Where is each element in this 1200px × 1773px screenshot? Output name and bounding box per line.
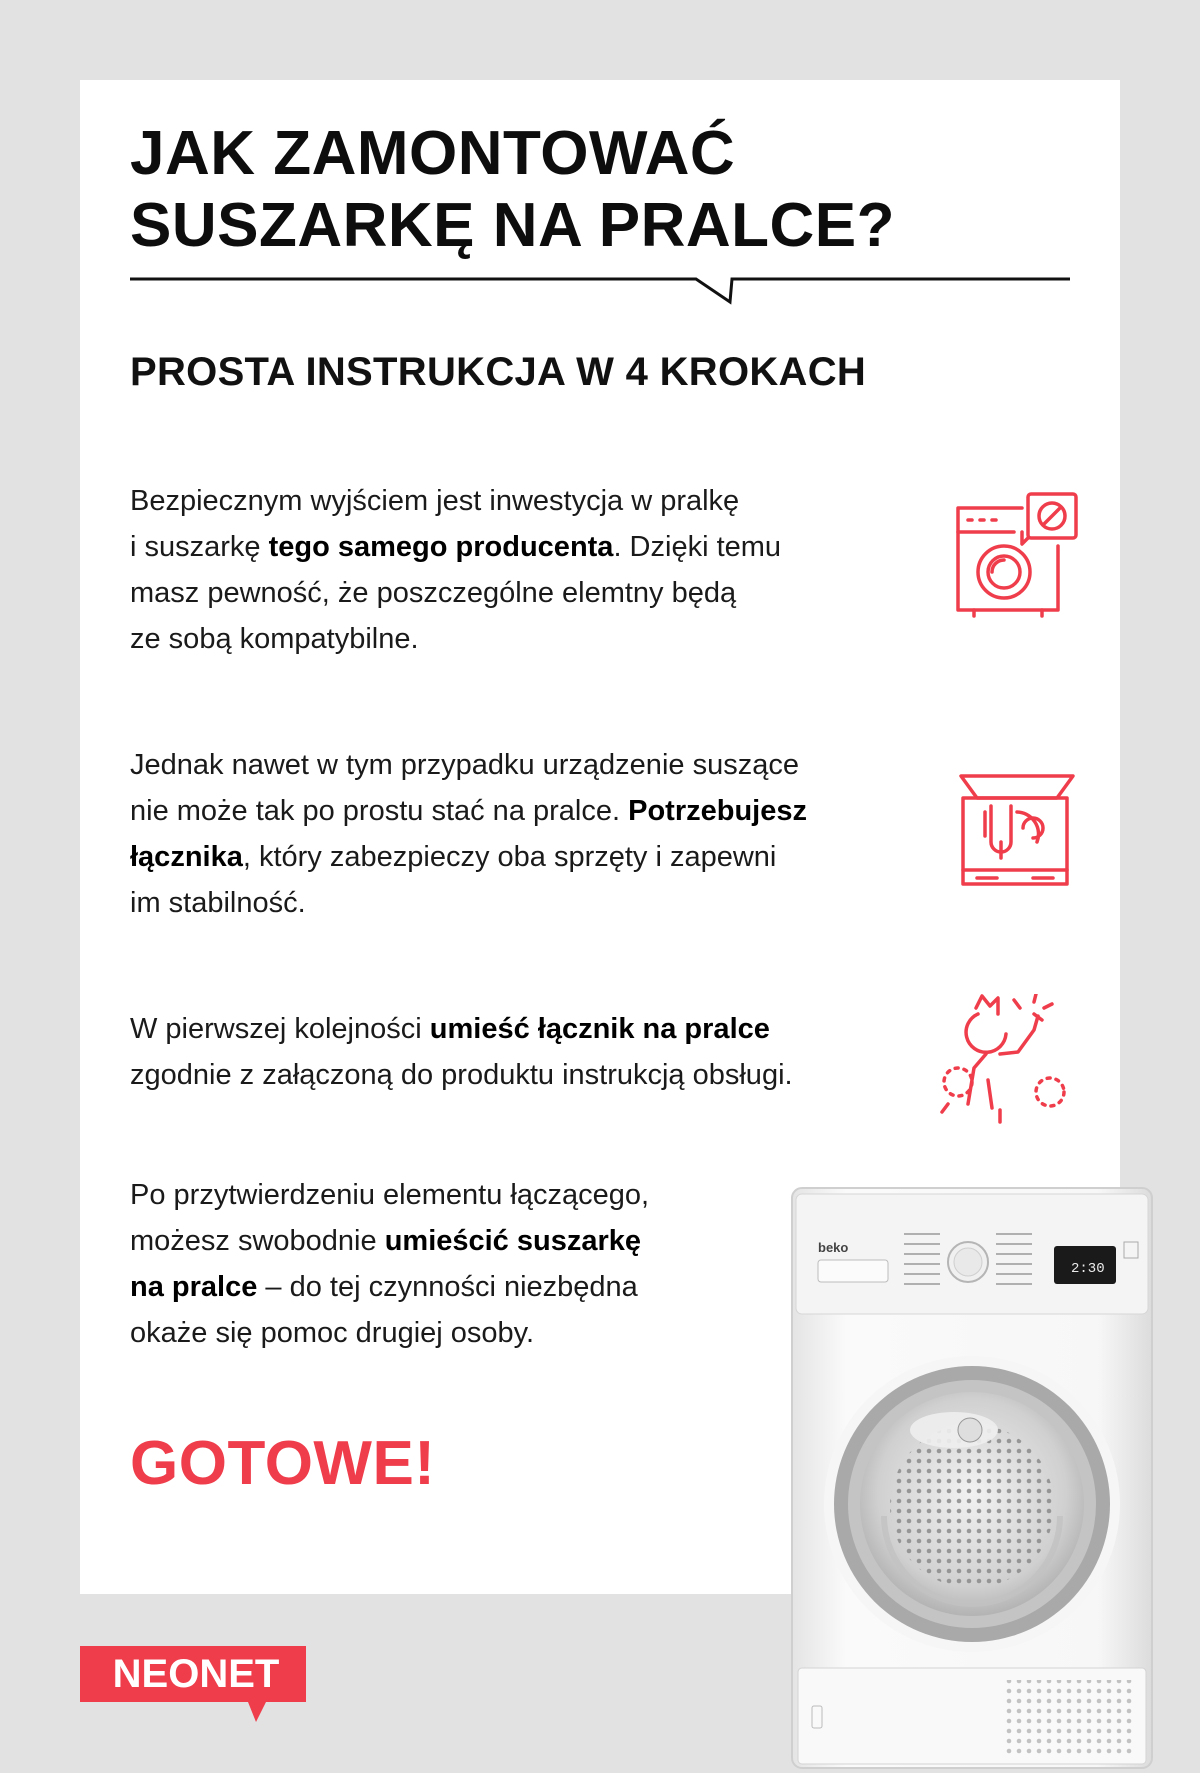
display-time: 2:30 <box>1071 1261 1105 1277</box>
step-3-highlight: umieść łącznik na pralce <box>429 1013 770 1045</box>
brand-label: beko <box>818 1240 849 1255</box>
speech-bubble-divider <box>130 272 1070 312</box>
logo-text: NEONET <box>112 1652 280 1696</box>
step-1-text <box>130 478 930 662</box>
title-line-1: JAK ZAMONTOWAĆ <box>130 119 736 188</box>
step-3-line-2: zgodnie z załączoną do produktu instrukcją obsługi. <box>130 1059 793 1091</box>
step-4-line-3: na pralce – do tej czynności niezbędna <box>130 1271 638 1303</box>
step-4-line-1: Po przytwierdzeniu elementu łączącego, <box>130 1179 650 1211</box>
step-3-text <box>130 1006 950 1098</box>
step-2-text <box>130 742 950 926</box>
step-4-text <box>130 1172 770 1356</box>
step-3-line-1: W pierwszej kolejności umieść łącznik na pralce <box>130 1013 770 1045</box>
step-2-highlight-b: łącznika <box>130 841 243 873</box>
step-4-highlight-b: na pralce <box>130 1271 258 1303</box>
step-2-highlight-a: Potrzebujesz <box>628 795 807 827</box>
step-2-line-3: łącznika, który zabezpieczy oba sprzęty i zapewni <box>130 841 777 873</box>
step-2-line-4: im stabilność. <box>130 887 306 919</box>
step-1-line-2: i suszarkę tego samego producenta. Dzięki temu <box>130 531 782 563</box>
connector-box-icon <box>957 772 1077 888</box>
person-idea-icon <box>938 994 1072 1124</box>
step-1-line-1: Bezpiecznym wyjściem jest inwestycja w pralkę <box>130 485 740 517</box>
step-4-highlight-a: umieścić suszarkę <box>384 1225 642 1257</box>
step-1-highlight: tego samego producenta <box>268 531 614 563</box>
step-1-line-3: masz pewność, że poszczególne elemtny będą <box>130 577 737 609</box>
washing-machine-forbidden-icon <box>952 488 1084 618</box>
title-line-2: SUSZARKĘ NA PRALCE? <box>130 190 896 260</box>
step-4-line-2: możesz swobodnie umieścić suszarkę <box>130 1225 642 1257</box>
step-4-line-4: okaże się pomoc drugiej osoby. <box>130 1317 535 1349</box>
done-heading: GOTOWE! <box>130 1429 436 1498</box>
dryer-product-image <box>784 1186 1160 1772</box>
step-1-line-4: ze sobą kompatybilne. <box>130 623 419 655</box>
page-title <box>130 118 1090 262</box>
step-2-line-1: Jednak nawet w tym przypadku urządzenie suszące <box>130 749 799 781</box>
subtitle: PROSTA INSTRUKCJA W 4 KROKACH <box>130 350 867 394</box>
step-2-line-2: nie może tak po prostu stać na pralce. Potrzebujesz <box>130 795 807 827</box>
